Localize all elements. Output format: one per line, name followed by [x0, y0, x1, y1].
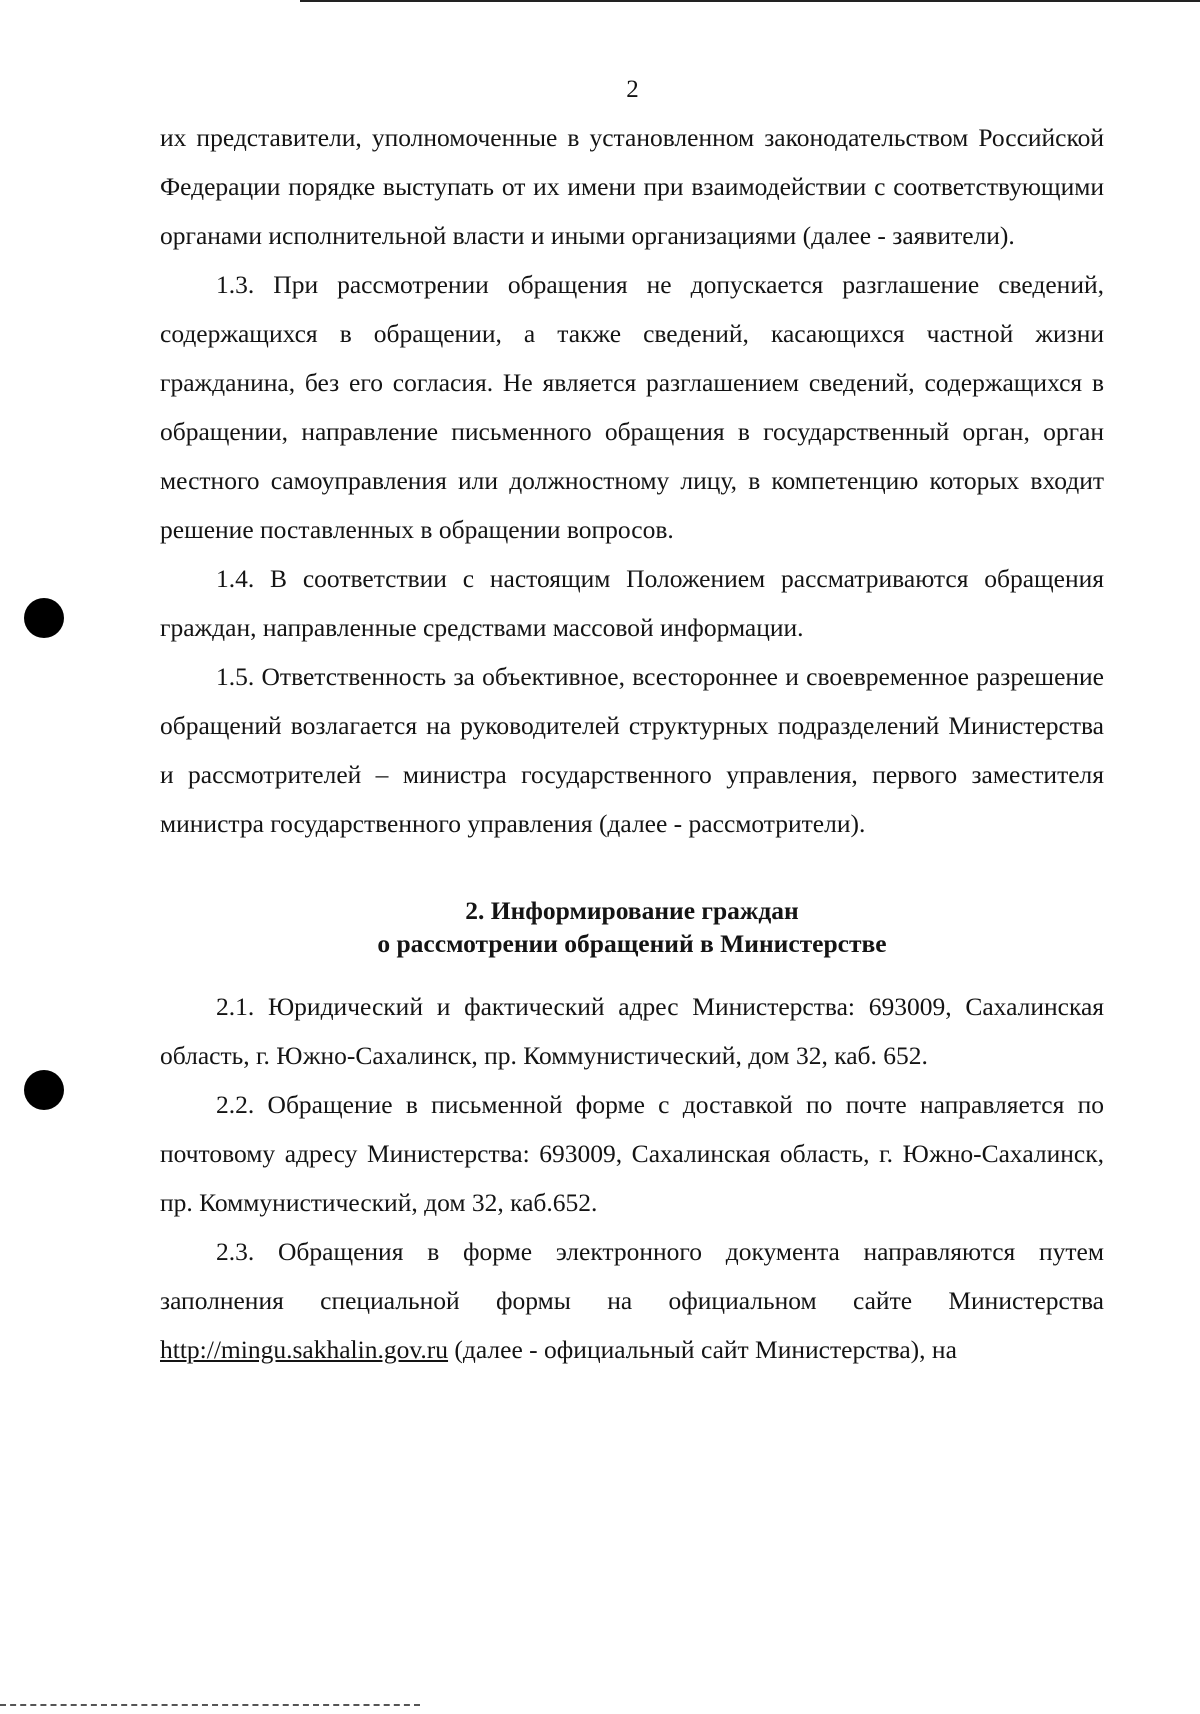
- section-2-heading-line-1: 2. Информирование граждан: [465, 896, 799, 925]
- document-body: [160, 113, 1104, 1374]
- paragraph-2-3: [160, 1227, 1104, 1374]
- ministry-website-link[interactable]: http://mingu.sakhalin.gov.ru: [160, 1335, 449, 1364]
- paragraph-2-2: 2.2. Обращение в письменной форме с доставкой по почте направляется по почтовому адресу Министерства: 693009, Сахалинская область, г. Южно-Сахалинск, пр. Коммунистический, дом 32, каб.652.: [160, 1090, 1104, 1217]
- section-2-heading-line-2: о рассмотрении обращений в Министерстве: [377, 929, 887, 958]
- paragraph-1-4: 1.4. В соответствии с настоящим Положением рассматриваются обращения граждан, направленные средствами массовой информации.: [160, 564, 1104, 642]
- scan-edge-bottom: [0, 1704, 420, 1706]
- paragraph-1-5: 1.5. Ответственность за объективное, всестороннее и своевременное разрешение обращений возлагается на руководителей структурных подразделений Министерства и рассмотрителей – министра государственного управления, первого заместителя министра государственного управления (далее - рассмотрители).: [160, 662, 1104, 838]
- paragraph-2-1: 2.1. Юридический и фактический адрес Министерства: 693009, Сахалинская область, г. Южно-Сахалинск, пр. Коммунистический, дом 32, каб. 652.: [160, 992, 1104, 1070]
- page-number: 2: [626, 76, 639, 103]
- paragraph-1-2-continuation: их представители, уполномоченные в установленном законодательством Российской Федерации порядке выступать от их имени при взаимодействии с соответствующими органами исполнительной власти и иными организациями (далее - заявители).: [160, 123, 1104, 250]
- punch-hole-lower: [24, 1070, 64, 1110]
- paragraph-1-3: 1.3. При рассмотрении обращения не допускается разглашение сведений, содержащихся в обращении, а также сведений, касающихся частной жизни гражданина, без его согласия. Не является разглашением сведений, содержащихся в обращении, направление письменного обращения в государственный орган, орган местного самоуправления или должностному лицу, в компетенцию которых входит решение поставленных в обращении вопросов.: [160, 270, 1104, 544]
- scan-edge-top: [300, 0, 1200, 2]
- paragraph-2-3-lead: 2.3. Обращения в форме электронного документа направляются путем заполнения специальной формы на официальном сайте Министерства: [160, 1237, 1104, 1315]
- paragraph-2-3-tail: (далее - официальный сайт Министерства), на: [454, 1335, 957, 1364]
- punch-hole-upper: [24, 598, 64, 638]
- section-2-heading: [160, 894, 1104, 960]
